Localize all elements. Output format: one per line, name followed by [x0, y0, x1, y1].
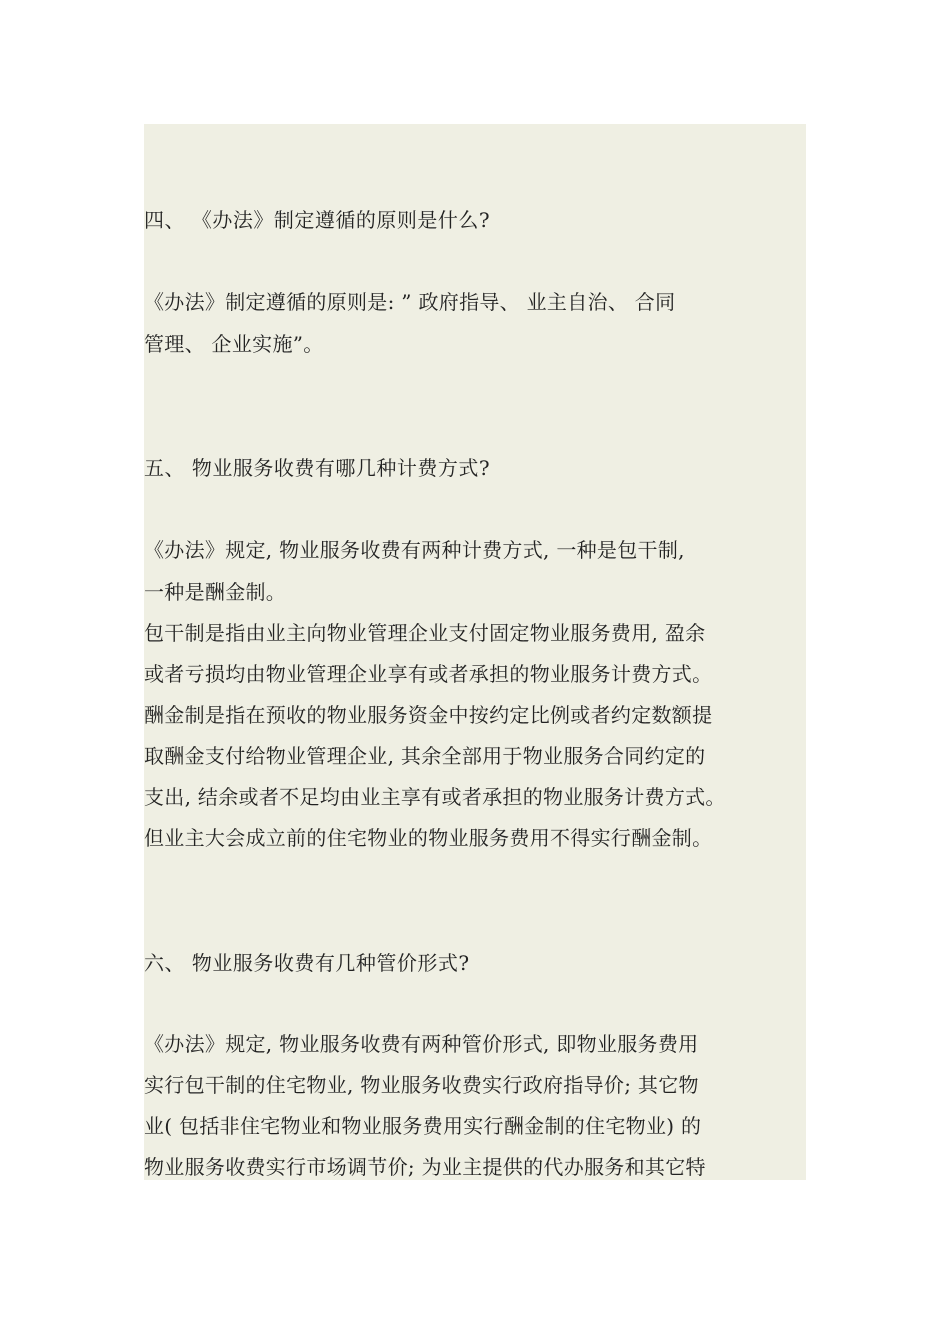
document-text-block — [144, 124, 806, 1180]
paragraph-line: 《办法》制定遵循的原则是: ” 政府指导、 业主自治、 合同 — [144, 290, 676, 314]
paragraph-line: 物业服务收费实行市场调节价; 为业主提供的代办服务和其它特 — [144, 1155, 706, 1179]
paragraph-line: 一种是酬金制。 — [144, 580, 287, 604]
paragraph-line: 支出, 结余或者不足均由业主享有或者承担的物业服务计费方式。 — [144, 785, 726, 809]
section-heading-6: 六、 物业服务收费有几种管价形式? — [144, 951, 470, 975]
paragraph-line: 取酬金支付给物业管理企业, 其余全部用于物业服务合同约定的 — [144, 744, 706, 768]
paragraph-line: 业( 包括非住宅物业和物业服务费用实行酬金制的住宅物业) 的 — [144, 1114, 702, 1138]
paragraph-line: 酬金制是指在预收的物业服务资金中按约定比例或者约定数额提 — [144, 703, 713, 727]
paragraph-line: 《办法》规定, 物业服务收费有两种管价形式, 即物业服务费用 — [144, 1032, 699, 1056]
paragraph-line: 包干制是指由业主向物业管理企业支付固定物业服务费用, 盈余 — [144, 621, 706, 645]
section-heading-4: 四、 《办法》制定遵循的原则是什么? — [144, 208, 491, 232]
paragraph-line: 管理、 企业实施”。 — [144, 332, 324, 356]
section-heading-5: 五、 物业服务收费有哪几种计费方式? — [144, 456, 491, 480]
paragraph-line: 实行包干制的住宅物业, 物业服务收费实行政府指导价; 其它物 — [144, 1073, 699, 1097]
paragraph-line: 《办法》规定, 物业服务收费有两种计费方式, 一种是包干制, — [144, 538, 685, 562]
paragraph-line: 但业主大会成立前的住宅物业的物业服务费用不得实行酬金制。 — [144, 826, 713, 850]
paragraph-line: 或者亏损均由物业管理企业享有或者承担的物业服务计费方式。 — [144, 662, 713, 686]
